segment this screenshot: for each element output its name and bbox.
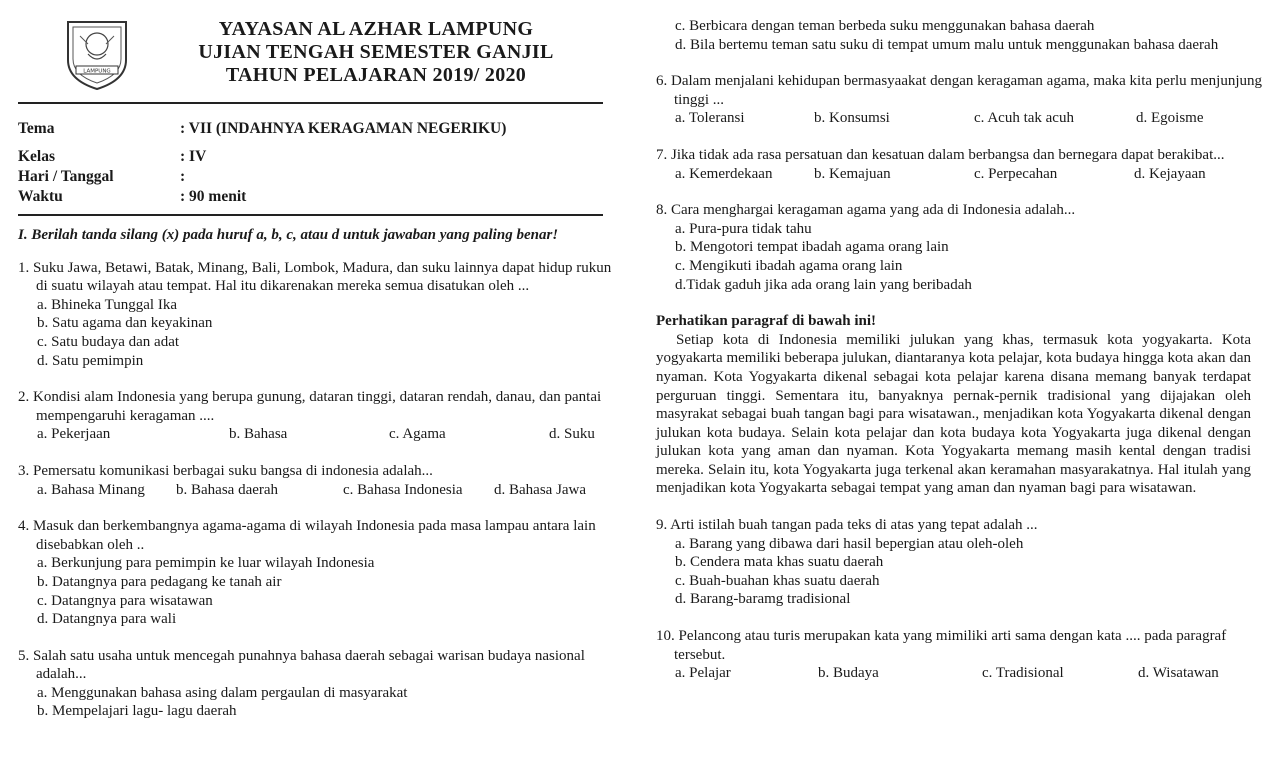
info-label: Waktu <box>18 188 63 205</box>
question-5-continued <box>656 17 1256 54</box>
option-a: a. Barang yang dibawa dari hasil bepergian atau oleh-oleh <box>675 535 1024 552</box>
option-b: b. Mengotori tempat ibadah agama orang lain <box>675 239 949 256</box>
info-value: : IV <box>180 148 207 165</box>
info-row-kelas <box>18 148 618 168</box>
title-line-1: YAYASAN AL AZHAR LAMPUNG <box>218 18 534 40</box>
question-stem: 9. Arti istilah buah tangan pada teks di atas yang tepat adalah ... <box>656 517 1038 534</box>
option-c: c. Acuh tak acuh <box>974 110 1074 127</box>
question-3 <box>18 462 618 499</box>
option-d: d.Tidak gaduh jika ada orang lain yang beribadah <box>675 276 972 293</box>
passage-text: Setiap kota di Indonesia memiliki julukan yang khas, termasuk kota yogyakarta. Kota yogyakarta memiliki beberapa julukan, diantaranya kota pelajar, kota budaya hingga kota akan dan nyaman. Kota Yogyakarta dikenal sebagai kota pelajar karena disana memang banyak terdapat perguruan tinggi. Sementara itu, banyaknya pernak-pernik tradisional yang dijajakan oleh masyrakat sebagai buah tangan bagi para wisatawan., menjadikan kota Yogyakarta dikenal dengan julukan kota budaya. Selain kota pelajar dan kota budaya kota Yogyakarta juga dikenal dengan julukan kota yang aman dan nyaman. Kota Yogyakarta memang masih kental dengan tradisi mereka. Selain itu, kota Yogyakarta juga terkenal akan keramahan masyarakatnya. Hal itulah yang menjadikan kota Yogyakarta sebagai tempat yang aman dan nyaman bagi para wisatawan. <box>656 331 1251 497</box>
options-row <box>656 664 1256 683</box>
option-b: b. Satu agama dan keyakinan <box>37 315 213 332</box>
option-a: a. Pura-pura tidak tahu <box>675 220 812 237</box>
question-9 <box>656 516 1256 609</box>
option-a: a. Menggunakan bahasa asing dalam pergaulan di masyarakat <box>37 684 408 701</box>
option-d: d. Bahasa Jawa <box>494 481 587 498</box>
option-a: a. Bhineka Tunggal Ika <box>37 296 177 313</box>
option-b: b. Bahasa daerah <box>176 481 279 498</box>
question-stem: 1. Suku Jawa, Betawi, Batak, Minang, Bali, Lombok, Madura, dan suku lainnya dapat hidup rukun di suatu wilayah atau tempat. Hal itu dikarenakan mereka semua disatukan oleh ... <box>18 259 612 295</box>
question-stem: 5. Salah satu usaha untuk mencegah punahnya bahasa daerah sebagai warisan budaya nasional adalah... <box>18 647 585 683</box>
option-c: c. Perpecahan <box>974 165 1058 182</box>
passage-title: Perhatikan paragraf di bawah ini! <box>656 313 877 330</box>
option-d: d. Barang-baramg tradisional <box>675 591 851 608</box>
option-c: c. Satu budaya dan adat <box>37 333 180 350</box>
option-c: c. Datangnya para wisatawan <box>37 592 213 609</box>
school-logo-emblem <box>58 14 136 92</box>
info-row-hari-tanggal <box>18 168 618 188</box>
info-value: : VII (INDAHNYA KERAGAMAN NEGERIKU) <box>180 120 507 137</box>
question-stem: 10. Pelancong atau turis merupakan kata yang mimiliki arti sama dengan kata .... pada paragraf tersebut. <box>656 628 1227 663</box>
left-column <box>18 0 618 739</box>
option-c: c. Agama <box>389 426 446 443</box>
right-column <box>656 17 1263 701</box>
question-stem: 8. Cara menghargai keragaman agama yang ada di Indonesia adalah... <box>656 202 1076 219</box>
option-d: d. Satu pemimpin <box>37 352 144 369</box>
option-a: a. Kemerdekaan <box>675 165 773 182</box>
option-b: b. Datangnya para pedagang ke tanah air <box>37 573 282 590</box>
option-a: a. Berkunjung para pemimpin ke luar wilayah Indonesia <box>37 555 375 572</box>
question-6 <box>656 72 1263 128</box>
question-stem: 6. Dalam menjalani kehidupan bermasyaakat dengan keragaman agama, maka kita perlu menjunjung tinggi ... <box>656 73 1263 108</box>
option-c: c. Bahasa Indonesia <box>343 481 463 498</box>
option-c: c. Berbicara dengan teman berbeda suku menggunakan bahasa daerah <box>675 18 1095 34</box>
option-a: a. Bahasa Minang <box>37 481 145 498</box>
exam-info <box>18 120 618 208</box>
option-b: b. Konsumsi <box>814 110 890 127</box>
question-2 <box>18 388 618 444</box>
option-d: d. Kejayaan <box>1134 165 1206 182</box>
question-stem: 3. Pemersatu komunikasi berbagai suku bangsa di indonesia adalah... <box>18 462 433 479</box>
question-4 <box>18 517 618 629</box>
reading-passage <box>656 312 1256 498</box>
question-stem: 4. Masuk dan berkembangnya agama-agama di wilayah Indonesia pada masa lampau antara lain disebabkan oleh .. <box>18 518 596 553</box>
option-b: b. Mempelajari lagu- lagu daerah <box>37 703 237 720</box>
info-label: Tema <box>18 120 55 137</box>
question-7 <box>656 146 1256 183</box>
info-label: Hari / Tanggal <box>18 168 114 185</box>
question-stem: 2. Kondisi alam Indonesia yang berupa gunung, dataran tinggi, dataran rendah, danau, dan pantai mempengaruhi keragaman .... <box>18 389 602 424</box>
option-b: b. Cendera mata khas suatu daerah <box>675 554 884 571</box>
options-row <box>656 165 1256 184</box>
option-b: b. Kemajuan <box>814 165 891 182</box>
option-a: a. Pelajar <box>675 665 731 682</box>
option-d: d. Wisatawan <box>1138 665 1219 682</box>
option-a: a. Toleransi <box>675 110 745 127</box>
info-value: : <box>180 168 186 185</box>
exam-header <box>18 0 618 102</box>
options-row <box>18 425 618 444</box>
options-row <box>18 481 618 500</box>
info-row-waktu <box>18 188 618 208</box>
info-divider <box>18 214 603 216</box>
question-5 <box>18 647 618 721</box>
question-stem: 7. Jika tidak ada rasa persatuan dan kesatuan dalam berbangsa dan bernegara dapat berakibat... <box>656 146 1225 163</box>
option-d: d. Bila bertemu teman satu suku di tempat umum malu untuk menggunakan bahasa daerah <box>675 36 1219 53</box>
logo-text: LAMPUNG <box>83 68 111 75</box>
option-c: c. Tradisional <box>982 665 1064 682</box>
header-divider <box>18 102 603 104</box>
option-d: d. Datangnya para wali <box>37 611 177 628</box>
option-b: b. Bahasa <box>229 426 288 443</box>
question-10 <box>656 627 1256 683</box>
question-1 <box>18 259 618 371</box>
title-line-3: TAHUN PELAJARAN 2019/ 2020 <box>225 64 527 86</box>
info-value: : 90 menit <box>180 188 247 205</box>
option-c: c. Mengikuti ibadah agama orang lain <box>675 257 903 274</box>
exam-title <box>166 18 586 87</box>
option-a: a. Pekerjaan <box>37 426 111 443</box>
info-label: Kelas <box>18 148 56 165</box>
info-row-tema <box>18 120 618 140</box>
question-8 <box>656 201 1256 294</box>
option-d: d. Suku <box>549 426 595 443</box>
title-line-2: UJIAN TENGAH SEMESTER GANJIL <box>198 41 554 63</box>
option-c: c. Buah-buahan khas suatu daerah <box>675 572 880 589</box>
instruction: I. Berilah tanda silang (x) pada huruf a, b, c, atau d untuk jawaban yang paling benar! <box>18 227 559 243</box>
option-b: b. Budaya <box>818 665 879 682</box>
option-d: d. Egoisme <box>1136 110 1204 127</box>
options-row <box>656 109 1256 128</box>
